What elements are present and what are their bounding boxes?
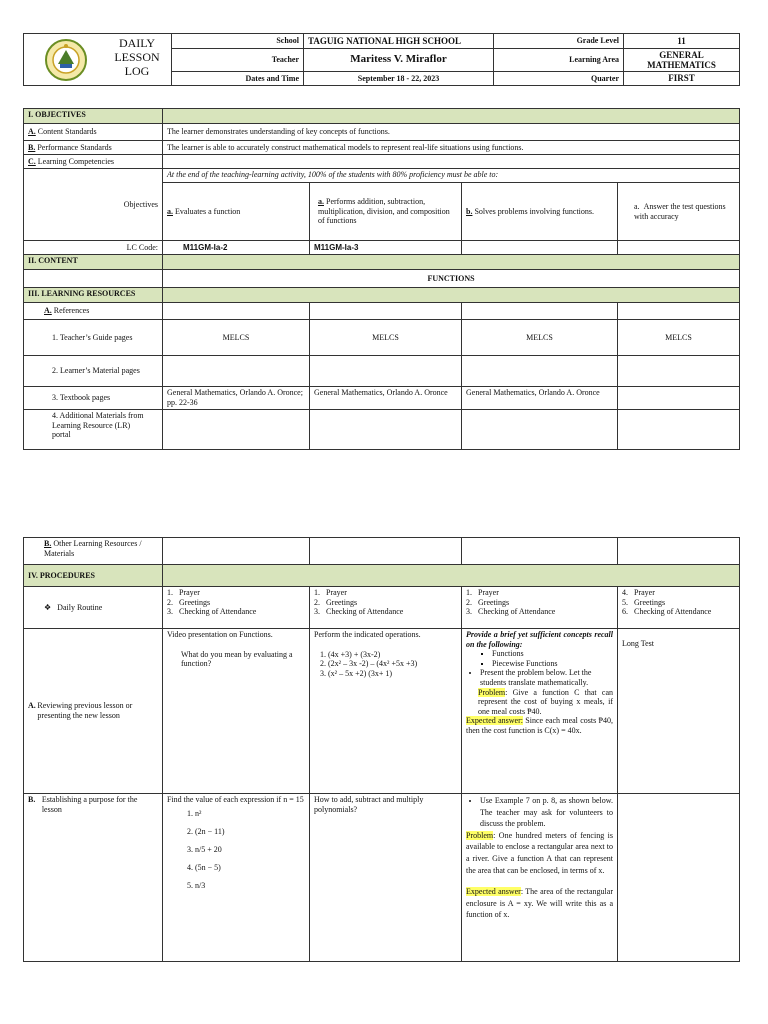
- tg-value: MELCS: [462, 320, 618, 356]
- label: Content Standards: [35, 127, 97, 137]
- routine-col-3: [462, 587, 618, 629]
- objective-3: [462, 183, 618, 241]
- letter: A.: [28, 701, 36, 711]
- content-heading: II. CONTENT: [24, 255, 163, 270]
- tb-value: General Mathematics, Orlando A. Oronce: [310, 387, 462, 410]
- text: Evaluates a function: [173, 206, 241, 216]
- objective-2: [310, 183, 462, 241]
- list-item: 1. n²: [195, 805, 305, 823]
- cell: [310, 410, 462, 450]
- operations-list: [314, 650, 457, 679]
- reviewing-col-4: Long Test: [618, 629, 740, 794]
- cell: [462, 410, 618, 450]
- list-item: ▪ Piecewise Functions: [492, 659, 613, 669]
- objectives-heading: I. OBJECTIVES: [24, 109, 163, 124]
- cell: [310, 538, 462, 565]
- cell: [462, 303, 618, 320]
- quarter-value: FIRST: [624, 72, 740, 86]
- letter: b.: [466, 206, 473, 216]
- establishing-col-3: [462, 794, 618, 962]
- header-logo-cell: [24, 34, 172, 86]
- title-line: LESSON: [114, 49, 160, 64]
- teacher-value: Maritess V. Miraflor: [304, 49, 494, 72]
- content-standards-value: The learner demonstrates understanding of key concepts of functions.: [163, 124, 740, 141]
- list-item: 2. (2n − 11): [195, 823, 305, 841]
- text: : Give a function C that can represent the cost of buying x meals, if one meal costs ₱40.: [478, 687, 613, 716]
- teachers-guide-label: 1. Teacher’s Guide pages: [24, 320, 163, 356]
- dates-label: Dates and Time: [172, 72, 304, 86]
- letter: C.: [28, 156, 36, 166]
- list-item: 1. (4x +3) + (3x-2): [328, 650, 457, 660]
- learners-material-label: 2. Learner’s Material pages: [24, 356, 163, 387]
- routine-col-1: [163, 587, 310, 629]
- routine-item: 5. Greetings: [622, 597, 666, 607]
- letter: A.: [28, 127, 36, 137]
- routine-item: 2. Greetings: [167, 597, 211, 607]
- text: Find the value of each expression if n = 15: [167, 795, 304, 804]
- list-item: 4. (5n − 5): [195, 859, 305, 877]
- routine-col-2: [310, 587, 462, 629]
- label: References: [51, 306, 90, 316]
- cell: [163, 303, 310, 320]
- text: : One hundred meters of fencing is available to enclose a rectangular area next to a river. Give a function A that can represent the area that can be enclosed, in terms of x.: [466, 830, 613, 875]
- tg-value: MELCS: [618, 320, 740, 356]
- label: Other Learning Resources / Materials: [44, 539, 142, 558]
- procedures-heading-fill: [163, 565, 740, 587]
- cell: [163, 356, 310, 387]
- content-topic: FUNCTIONS: [163, 270, 740, 288]
- lc-code-1: M11GM-Ia-2: [163, 241, 310, 255]
- lesson-table-top: [23, 108, 740, 450]
- performance-standards-value: The learner is able to accurately construct mathematical models to represent real-life situations using functions.: [163, 141, 740, 155]
- other-resources-label: [24, 538, 163, 565]
- cell: [462, 356, 618, 387]
- lc-code-3: [462, 241, 618, 255]
- reviewing-lesson-label: [24, 629, 163, 794]
- reviewing-col-3: [462, 629, 618, 794]
- area-label: Learning Area: [494, 49, 624, 72]
- expected-answer: [466, 886, 613, 921]
- text: Performs addition, subtraction, multiplication, division, and composition of functions: [318, 197, 450, 226]
- list-item: 3. n/5 + 20: [195, 841, 305, 859]
- title-line: LOG: [124, 63, 150, 78]
- tg-value: MELCS: [163, 320, 310, 356]
- additional-materials-label: 4. Additional Materials from Learning Resource (LR) portal: [24, 410, 163, 450]
- reviewing-col-1: [163, 629, 310, 794]
- cell: [163, 538, 310, 565]
- objective-1: [163, 183, 310, 241]
- letter: a.: [318, 197, 324, 207]
- lesson-table-bottom: [23, 537, 740, 962]
- routine-item: 3. Checking of Attendance: [167, 607, 257, 617]
- grade-value: 11: [624, 34, 740, 49]
- cell: [618, 410, 740, 450]
- list-item: 5. n/3: [195, 877, 305, 895]
- lc-code-2: M11GM-Ia-3: [310, 241, 462, 255]
- text: Perform the indicated operations.: [314, 630, 421, 639]
- list-item: 3. (x² – 5x +2) (3x+ 1): [328, 669, 457, 679]
- routine-col-4: [618, 587, 740, 629]
- label: Reviewing previous lesson or presenting the new lesson: [37, 701, 133, 720]
- text: Answer the test questions with accuracy: [634, 201, 726, 221]
- highlight: Problem: [478, 687, 506, 697]
- reviewing-col-2: [310, 629, 462, 794]
- daily-routine-label: ❖ Daily Routine: [24, 587, 163, 629]
- learning-competencies-value: [163, 155, 740, 169]
- school-seal-icon: [44, 38, 88, 82]
- title-line: DAILY: [118, 35, 156, 50]
- establishing-col-2: How to add, subtract and multiply polynomials?: [310, 794, 462, 962]
- grade-label: Grade Level: [494, 34, 624, 49]
- header-table: [23, 33, 740, 86]
- list-item: • Present the problem below. Let the students translate mathematically.: [480, 668, 613, 687]
- cell: [163, 410, 310, 450]
- routine-item: 3. Checking of Attendance: [466, 607, 556, 617]
- text: Solves problems involving functions.: [472, 206, 595, 216]
- expressions-list: [167, 805, 305, 895]
- establishing-col-1: [163, 794, 310, 962]
- text: : The area of the rectangular enclosure is A = xy. We will write this as a function of x.: [466, 887, 613, 920]
- routine-item: 1. Prayer: [314, 588, 347, 597]
- lc-code-label: LC Code:: [24, 241, 163, 255]
- text: What do you mean by evaluating a function?: [181, 649, 293, 669]
- text: Since each meal costs ₱40, then the cost function is C(x) = 40x.: [466, 716, 614, 735]
- school-value: TAGUIG NATIONAL HIGH SCHOOL: [304, 34, 494, 49]
- cell: [310, 356, 462, 387]
- cell: [618, 387, 740, 410]
- resources-heading: III. LEARNING RESOURCES: [24, 288, 163, 303]
- content-heading-fill: [163, 255, 740, 270]
- cell: [618, 794, 740, 962]
- list-item: ▪ Functions: [492, 649, 613, 659]
- routine-item: 3. Checking of Attendance: [314, 607, 404, 617]
- list-item: 2. (2x² – 3x -2) – (4x² +5x +3): [328, 659, 457, 669]
- tg-value: MELCS: [310, 320, 462, 356]
- objectives-heading-fill: [163, 109, 740, 124]
- letter: a.: [634, 201, 640, 211]
- letter: B.: [28, 795, 36, 804]
- highlight: Expected answer:: [466, 716, 523, 726]
- textbook-label: 3. Textbook pages: [24, 387, 163, 410]
- dates-value: September 18 - 22, 2023: [304, 72, 494, 86]
- cell: [462, 538, 618, 565]
- resources-heading-fill: [163, 288, 740, 303]
- present-list: [466, 668, 613, 687]
- routine-item: 2. Greetings: [466, 597, 510, 607]
- routine-item: 1. Prayer: [167, 588, 200, 597]
- example-list: [466, 795, 613, 830]
- list-item: • Use Example 7 on p. 8, as shown below. The teacher may ask for volunteers to discuss the problem.: [480, 795, 613, 830]
- expected-answer: [466, 716, 613, 735]
- letter: B.: [28, 142, 36, 152]
- lesson-log-title: [107, 36, 167, 78]
- text: Video presentation on Functions.: [167, 630, 273, 639]
- label: Performance Standards: [35, 142, 112, 152]
- content-standards-label: [24, 124, 163, 141]
- lc-note: At the end of the teaching-learning activity, 100% of the students with 80% proficiency must be able to:: [163, 169, 740, 183]
- highlight: Problem: [466, 830, 494, 840]
- highlight: Expected answer: [466, 887, 521, 897]
- quarter-label: Quarter: [494, 72, 624, 86]
- letter: A.: [44, 306, 52, 316]
- concepts-list: [466, 649, 613, 668]
- teacher-label: Teacher: [172, 49, 304, 72]
- procedures-heading: IV. PROCEDURES: [24, 565, 163, 587]
- cell: [618, 303, 740, 320]
- letter: a.: [167, 206, 173, 216]
- text: Provide a brief yet sufficient concepts recall on the following:: [466, 630, 613, 649]
- label: Learning Competencies: [35, 156, 114, 166]
- routine-item: 1. Prayer: [466, 588, 499, 597]
- references-label: [24, 303, 163, 320]
- problem-text: [466, 830, 613, 876]
- establishing-purpose-label: [24, 794, 163, 962]
- school-label: School: [172, 34, 304, 49]
- tb-value: General Mathematics, Orlando A. Oronce; pp. 22-36: [163, 387, 310, 410]
- cell: [310, 303, 462, 320]
- lc-code-4: [618, 241, 740, 255]
- label: Daily Routine: [57, 602, 103, 612]
- objectives-label: [24, 169, 163, 241]
- tb-value: General Mathematics, Orlando A. Oronce: [462, 387, 618, 410]
- label: Establishing a purpose for the lesson: [41, 795, 138, 814]
- cell: [618, 538, 740, 565]
- cell: [618, 356, 740, 387]
- content-topic-blank: [24, 270, 163, 288]
- objective-4: [618, 183, 740, 241]
- performance-standards-label: [24, 141, 163, 155]
- routine-item: 4. Prayer: [622, 588, 655, 597]
- routine-item: 6. Checking of Attendance: [622, 607, 712, 617]
- letter: B.: [44, 539, 52, 548]
- learning-competencies-label: [24, 155, 163, 169]
- label: Objectives: [123, 199, 158, 209]
- area-value: GENERAL MATHEMATICS: [624, 49, 740, 72]
- problem-text: [466, 688, 613, 717]
- routine-item: 2. Greetings: [314, 597, 358, 607]
